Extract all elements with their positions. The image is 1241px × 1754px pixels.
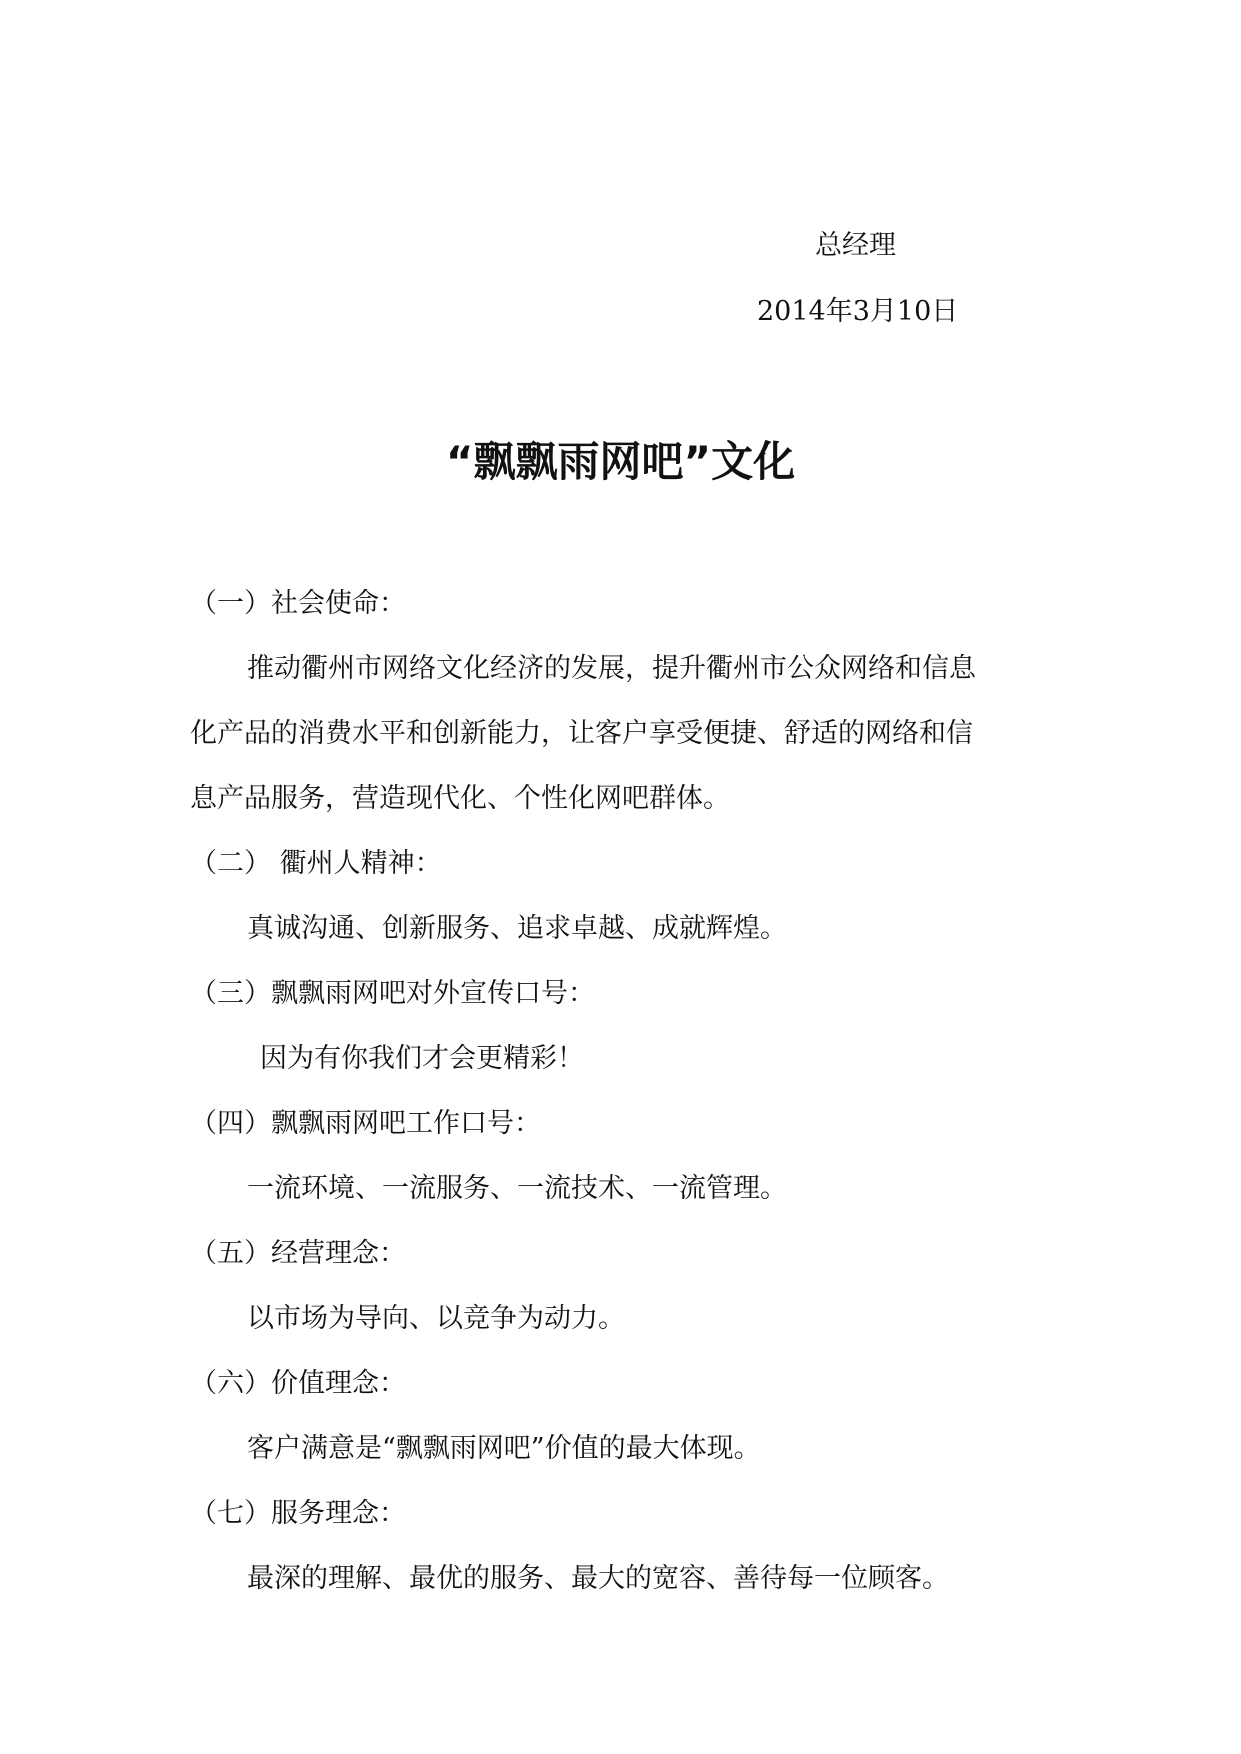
signer-title: 总经理 <box>815 230 896 261</box>
service-philosophy-text: 最深的理解、最优的服务、最大的宽容、善待每一位顾客。 <box>247 1563 949 1594</box>
mission-line-3: 息产品服务，营造现代化、个性化网吧群体。 <box>190 783 730 814</box>
section-heading-mission: （一）社会使命： <box>190 588 406 619</box>
spirit-text: 真诚沟通、创新服务、追求卓越、成就辉煌。 <box>247 913 787 944</box>
section-heading-work-slogan: （四）飘飘雨网吧工作口号： <box>190 1108 541 1139</box>
section-heading-value-philosophy: （六）价值理念： <box>190 1368 406 1399</box>
document-title: “飘飘雨网吧”文化 <box>445 437 796 486</box>
section-heading-spirit: （二） 衢州人精神： <box>190 848 442 879</box>
work-slogan-text: 一流环境、一流服务、一流技术、一流管理。 <box>247 1173 787 1204</box>
mission-line-2: 化产品的消费水平和创新能力，让客户享受便捷、舒适的网络和信 <box>190 718 973 749</box>
section-heading-business-philosophy: （五）经营理念： <box>190 1238 406 1269</box>
section-heading-external-slogan: （三）飘飘雨网吧对外宣传口号： <box>190 978 595 1009</box>
value-philosophy-text: 客户满意是“飘飘雨网吧”价值的最大体现。 <box>247 1433 761 1464</box>
external-slogan-text: 因为有你我们才会更精彩！ <box>260 1043 584 1074</box>
signature-date: 2014年3月10日 <box>757 296 959 327</box>
mission-line-1: 推动衢州市网络文化经济的发展，提升衢州市公众网络和信息 <box>247 653 976 684</box>
business-philosophy-text: 以市场为导向、以竞争为动力。 <box>247 1303 625 1334</box>
section-heading-service-philosophy: （七）服务理念： <box>190 1498 406 1529</box>
